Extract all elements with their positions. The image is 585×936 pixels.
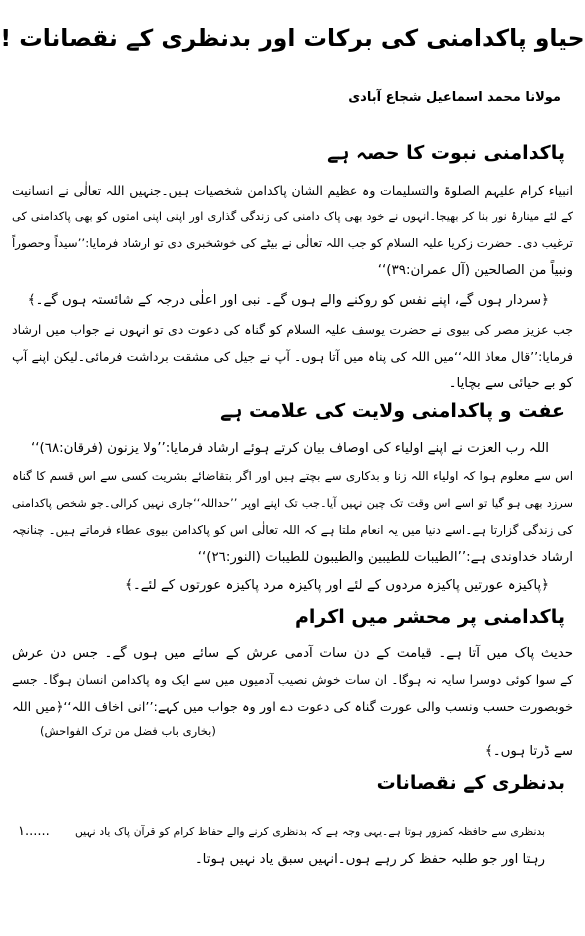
paragraph-line: اس سے معلوم ہوا کہ اولیاء اللہ زنا و بدکاری سے بچتے ہیں اور اگر بتقاضائے بشریت کسی سے اس قسم کا گناہ [12,469,573,483]
section-heading: پاکدامنی پر محشر میں اکرام [294,606,565,628]
paragraph-line: سے ڈرتا ہوں۔﴾ [484,744,573,759]
paragraph-line: فرمایا:’’قال معاذ اللہ‘‘میں اللہ کی پناہ میں آتا ہوں۔ آپ نے جیل کی مشقت برداشت فرمائی۔لیکن اپنے آپ [12,349,573,364]
source-reference: (بخاری باب فضل من ترک الفواحش) [40,724,216,738]
paragraph-line: جب عزیز مصر کی بیوی نے حضرت یوسف علیہ السلام کو گناہ کی دعوت دی تو انہوں نے جواب میں ارشاد [12,322,573,337]
section-heading: عفت و پاکدامنی ولایت کی علامت ہے [220,400,565,422]
paragraph-line: حدیث پاک میں آتا ہے۔ قیامت کے دن سات آدمی عرش کے سائے میں ہوں گے۔ جس دن عرش [12,646,573,661]
paragraph-line: ارشاد خداوندی ہے:’’الطیبات للطیبین والطیبون للطیبات (النور:٢٦)‘‘ [197,550,573,565]
paragraph-line: ونبیاً من الصالحین (آل عمران:٣٩)‘‘ [377,263,573,278]
paragraph-line: کے سوا کوئی دوسرا سایہ نہ ہوگا۔ ان سات خوش نصیب آدمیوں میں سے ایک وہ پاکدامن انسان ہوگا۔ جسے [12,673,573,687]
paragraph-line: کی زندگی گزارتا ہے۔اسے دنیا میں یہ انعام ملتا ہے کہ اللہ تعالٰی اس کو پاکدامن بیوی عطاء فرماتے ہیں۔ چنانچہ [12,523,573,537]
paragraph-line: کو بے حیائی سے بچایا۔ [448,376,573,391]
article-title: حیاو پاکدامنی کی برکات اور بدنظری کے نقصانات ! [0,24,585,52]
paragraph-line: سرزد بھی ہو گیا تو اسے اس وقت تک چین نہیں آیا۔جب تک اپنے اوپر ’’حداللہ‘‘جاری نہیں کرالی۔جو شخص پاکدامنی [12,497,573,510]
section-heading: پاکدامنی نبوت کا حصہ ہے [327,142,565,164]
translation-line: ﴿سردار ہوں گے، اپنے نفس کو روکنے والے ہوں گے۔ نبی اور اعلٰی درجہ کے شائستہ ہوں گے۔﴾ [27,293,549,308]
list-item-line: رہتا اور جو طلبہ حفظ کر رہے ہوں۔انہیں سبق یاد نہیں ہوتا۔ [194,852,545,867]
translation-line: ﴿پاکیزہ عورتیں پاکیزہ مردوں کے لئے اور پاکیزہ مرد پاکیزہ عورتوں کے لئے۔﴾ [124,578,549,593]
paragraph-line: خوبصورت حسب ونسب والی عورت گناہ کی دعوت دے اور وہ جواب میں کہے:’’انی اخاف اللہ‘‘﴿میں اللہ [12,700,573,715]
list-number: ۱...... [18,824,50,839]
list-item-line: بدنظری سے حافظہ کمزور ہوتا ہے۔یہی وجہ ہے کہ بدنظری کرنے والے حفاظ کرام کو قرآن پاک یاد نہیں [75,825,545,838]
section-heading: بدنظری کے نقصانات [376,772,565,794]
paragraph-line: اللہ رب العزت نے اپنے اولیاء کی اوصاف بیان کرتے ہوئے ارشاد فرمایا:’’ولا یزنون (فرقان:٦٨)‘‘ [31,441,549,456]
paragraph-line: انبیاء کرام علیہم الصلوۃ والتسلیمات وہ عظیم الشان پاکدامن شخصیات ہیں۔جنہیں اللہ تعالٰی نے انسانیت [12,183,573,198]
paragraph-line: کے لئے مینارۂ نور بنا کر بھیجا۔انہوں نے خود بھی پاک دامنی کی زندگی گذاری اور اپنی اپنی امتوں کو بھی پاکدامنی کی [12,210,573,223]
paragraph-line: ترغیب دی۔ حضرت زکریا علیہ السلام کو جب اللہ تعالٰی نے بیٹے کی خوشخبری دی تو ارشاد فرمایا:’’سیداً وحصوراً [12,236,573,250]
author-name: مولانا محمد اسماعیل شجاع آبادی [348,90,561,105]
